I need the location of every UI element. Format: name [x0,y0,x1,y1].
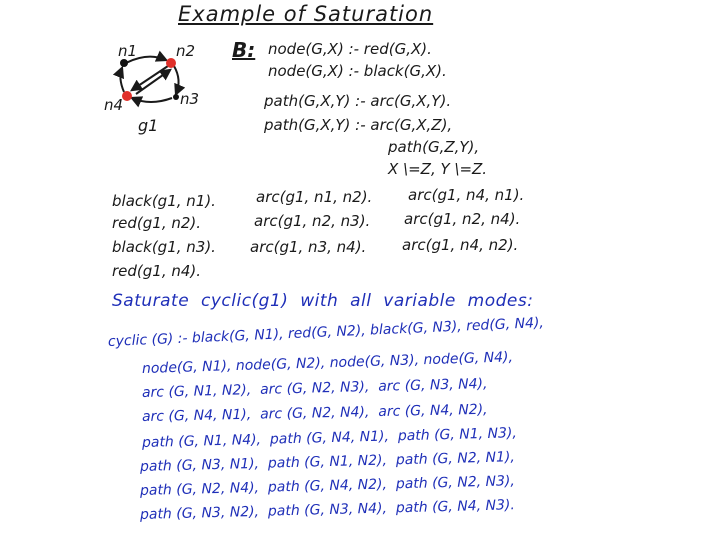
fact-line: arc(g1, n4, n1). [408,186,525,204]
graph-name: g1 [138,116,159,135]
cyclic-line: arc (G, N1, N2), arc (G, N2, N3), arc (G, N3, N4), [141,375,488,401]
fact-line: arc(g1, n2, n4). [404,210,521,228]
node-n2 [166,58,176,68]
node-n4 [122,91,132,101]
saturate-heading: Saturate cyclic(g1) with all variable modes: [112,291,534,311]
node-label-n2: n2 [176,42,196,60]
edge-n4-n2 [136,70,170,94]
edge-n2-n4 [132,66,168,90]
rule-line: X \=Z, Y \=Z. [388,160,488,178]
fact-line: black(g1, n1). [112,192,216,210]
rule-line: node(G,X) :- red(G,X). [268,40,432,58]
node-n3 [173,94,179,100]
fact-line: arc(g1, n2, n3). [254,212,371,230]
fact-line: black(g1, n3). [112,238,216,256]
rule-line: path(G,X,Y) :- arc(G,X,Z), [264,116,453,134]
cyclic-line: path (G, N3, N1), path (G, N1, N2), path (G, N2, N1), [139,449,516,475]
node-label-n4: n4 [104,96,124,114]
fact-line: red(g1, n4). [112,262,202,280]
cyclic-line: node(G, N1), node(G, N2), node(G, N3), node(G, N4), [141,349,514,377]
cyclic-line: path (G, N3, N2), path (G, N3, N4), path (G, N4, N3). [139,497,516,523]
background-label: B: [232,38,256,62]
node-label-n3: n3 [180,90,200,108]
page-title: Example of Saturation [178,2,434,26]
edge-n2-n3 [174,66,179,94]
node-n1 [120,59,128,67]
fact-line: arc(g1, n1, n2). [256,188,373,206]
edge-n4-n1 [120,68,124,92]
fact-line: red(g1, n2). [112,214,202,232]
cyclic-line: path (G, N1, N4), path (G, N4, N1), path (G, N1, N3), [141,425,518,451]
cyclic-line: arc (G, N4, N1), arc (G, N2, N4), arc (G, N4, N2), [141,401,488,425]
rule-line: node(G,X) :- black(G,X). [268,62,447,80]
cyclic-line: path (G, N2, N4), path (G, N4, N2), path (G, N2, N3), [139,473,516,499]
rule-line: path(G,X,Y) :- arc(G,X,Y). [264,92,452,110]
cyclic-line: cyclic (G) :- black(G, N1), red(G, N2), black(G, N3), red(G, N4), [107,314,545,350]
fact-line: arc(g1, n4, n2). [402,236,519,254]
node-label-n1: n1 [118,42,138,60]
fact-line: arc(g1, n3, n4). [250,238,367,256]
edge-n3-n4 [132,98,172,102]
rule-line: path(G,Z,Y), [388,138,480,156]
